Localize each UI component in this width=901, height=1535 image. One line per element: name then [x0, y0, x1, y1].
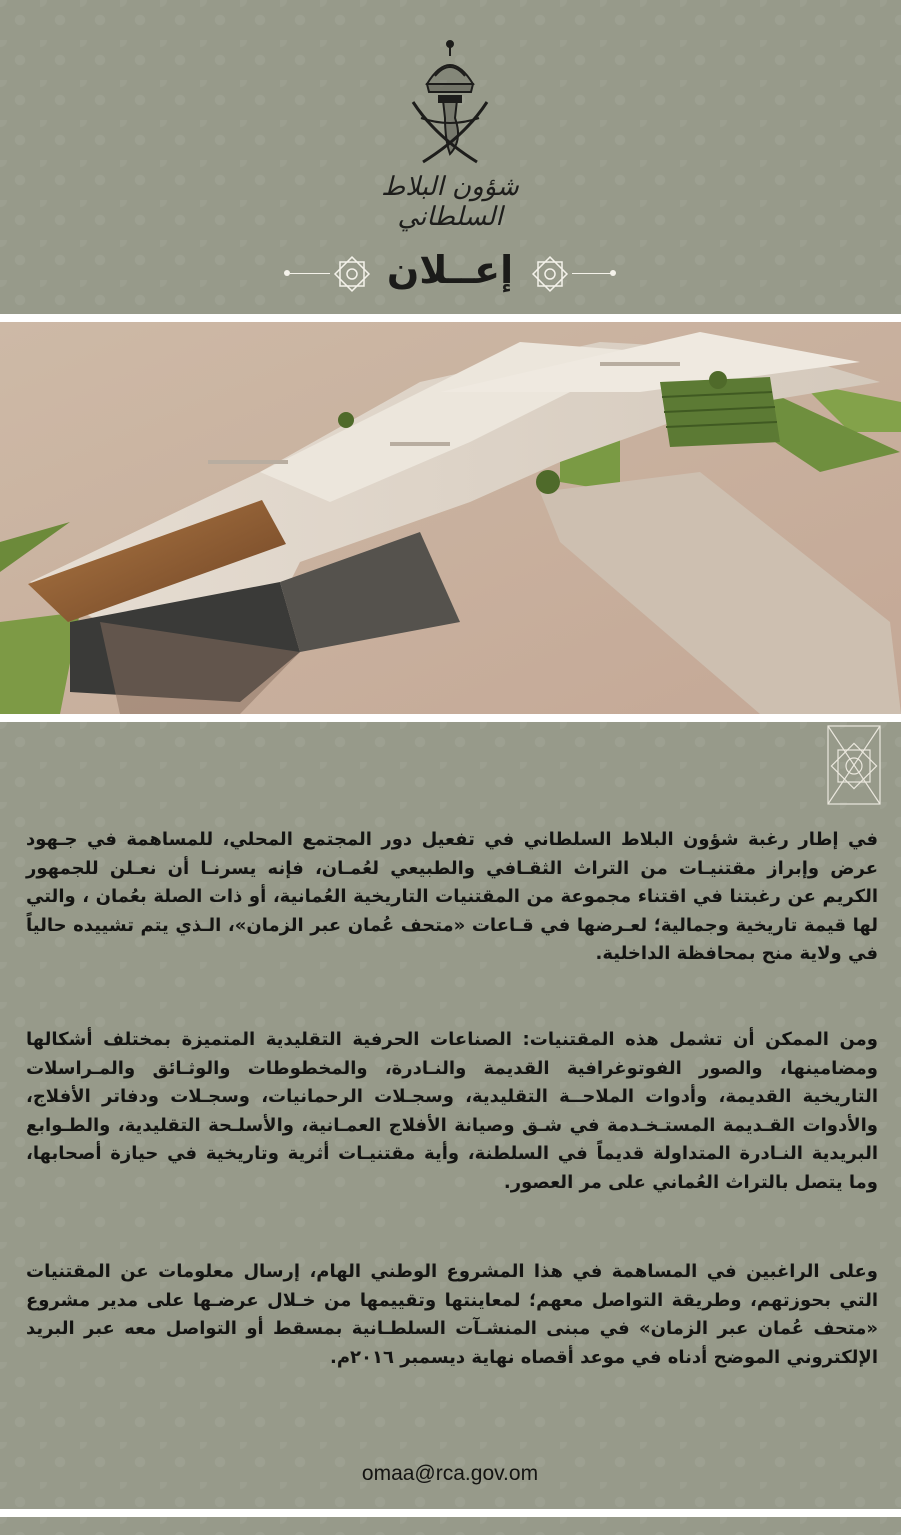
star-ornament-icon [530, 252, 570, 296]
royal-emblem-icon [395, 36, 505, 176]
paragraph-items: ومن الممكن أن تشمل هذه المقتنيات: الصناعات الحرفية التقليدية المتميزة بمختلف أشكالها ومضامينها، والصور الفوتوغرافية القديمة والنـادرة، والمخطوطات والوثـائق والمـراسلات التاريخية القديمة، وأدوات الملاحــة التقليدية، وسجـلات الرحمانيات، وسجـلات ودفاتر الأفلاج، والأدوات القـديمة المستـخـدمة في شـق وصيانة الأفلاج العمـانية، والأسلـحة التقليدية، والطـوابع البريدية النـادرة المتداولة قديماً في السلطنة، وأية مقتنيـات أثرية وتاريخية في حيازة أصحابها، وما يتصل بالتراث العُماني على مر العصور. [26, 1029, 878, 1193]
geometric-ornament-icon [826, 724, 882, 806]
announcement-body-panel [0, 722, 901, 1509]
paragraph-contact: وعلى الراغبين في المساهمة في هذا المشروع الوطني الهام، إرسال معلومات عن المقتنيات التي بحوزتهم، وطريقة التواصل معهم؛ لمعاينتها وتقييمها من خـلال عرضـها على مدير مشروع «متحف عُمان عبر الزمان» في مبنى المنشـآت السلطـانية بمسقط أو التواصل معه عبر البريد الإلكتروني الموضح أدناه في موعد أقصاه نهاية ديسمبر ٢٠١٦م. [26, 1261, 878, 1368]
announcement-title-row [0, 240, 901, 310]
divider-line [572, 273, 612, 274]
divider-line [290, 273, 330, 274]
divider-dot [284, 270, 290, 276]
museum-rendering-image [0, 322, 901, 714]
header-panel [0, 0, 901, 318]
separator [0, 314, 901, 322]
paragraph-intro: في إطار رغبة شؤون البلاط السلطاني في تفعيل دور المجتمع المحلي، للمساهمة في جـهود عرض وإبراز مقتنيـات من التراث الثقـافي والطبيعي لعُمـان، فإنه يسرنـا أن نعـلن للجمهور الكريم عن رغبتنا في اقتناء مجموعة من المقتنيات التاريخية العُمانية، أو ذات الصلة بعُمان ، والتي لها قيمة تاريخية وجمالية؛ لعـرضها في قـاعات «متحف عُمان عبر الزمان»، الـذي يتم تشييده حالياً في ولاية منح بمحافظة الداخلية. [26, 829, 878, 965]
announcement-title: إعــلان [386, 248, 514, 292]
separator [0, 1509, 901, 1517]
separator [0, 714, 901, 722]
footer-panel [0, 1517, 901, 1535]
emblem-calligraphy: شؤون البلاط السلطاني [381, 172, 519, 232]
contact-email[interactable]: omaa@rca.gov.om [361, 1462, 539, 1485]
divider-dot [610, 270, 616, 276]
